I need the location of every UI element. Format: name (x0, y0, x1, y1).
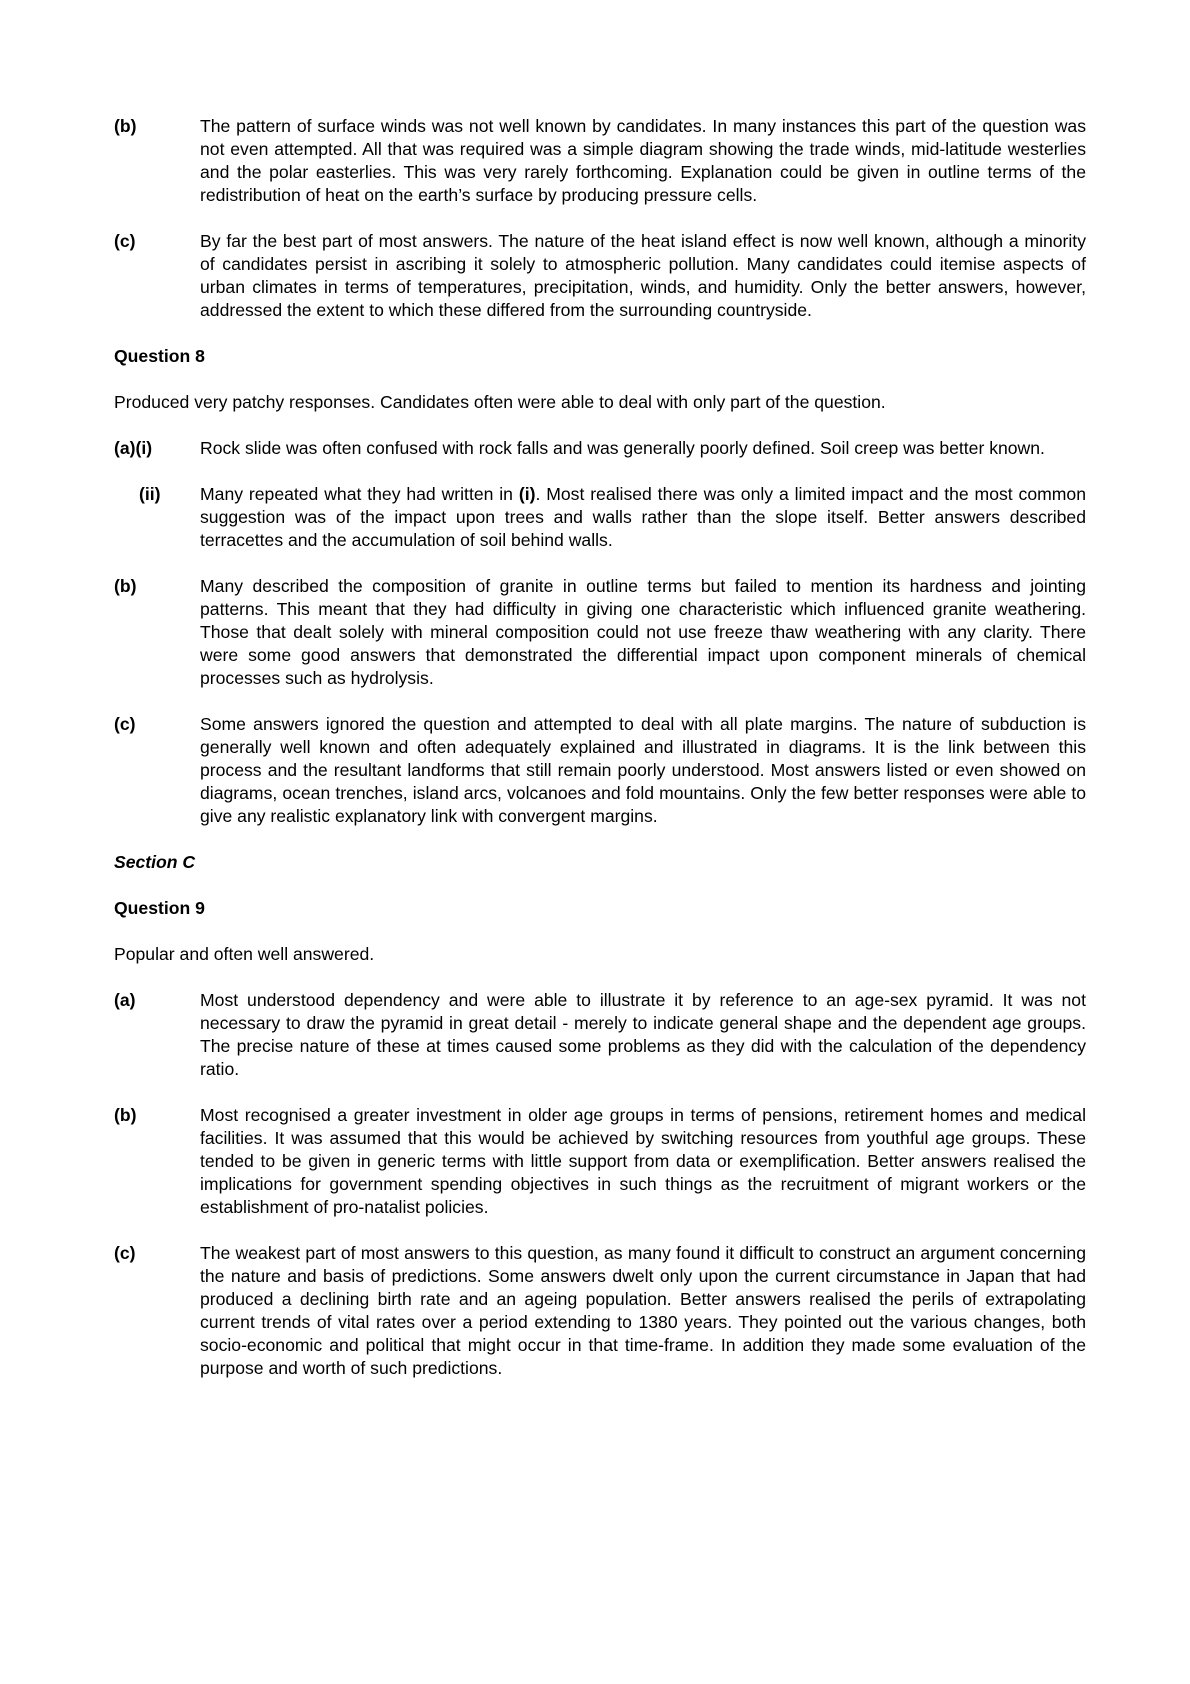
part-text: The pattern of surface winds was not well known by candidates. In many instances this part of the question was not even attempted. All that was required was a simple diagram showing the trade winds, mid-latitude westerlies and the polar easterlies. This was very rarely forthcoming. Explanation could be given in outline terms of the redistribution of heat on the earth’s surface by producing pressure cells. (200, 116, 1086, 205)
question-8-intro: Produced very patchy responses. Candidates often were able to deal with only part of the question. (114, 392, 886, 412)
part-label: (c) (114, 231, 136, 251)
part-text (200, 483, 1086, 552)
part-text: Most understood dependency and were able to illustrate it by reference to an age-sex pyramid. It was not necessary to draw the pyramid in great detail - merely to indicate general shape and the dependent age groups. The precise nature of these at times caused some problems as they did with the calculation of the dependency ratio. (200, 990, 1086, 1079)
question-9-heading: Question 9 (114, 898, 205, 918)
part-label: (b) (114, 116, 137, 136)
q7-part-b (114, 115, 1086, 207)
question-8-heading: Question 8 (114, 346, 205, 366)
part-text: Rock slide was often confused with rock falls and was generally poorly defined. Soil creep was better known. (200, 438, 1045, 458)
document-page (114, 115, 1086, 1403)
part-label: (c) (114, 714, 136, 734)
q8-part-a-i (114, 437, 1086, 460)
q8-part-a-ii (114, 483, 1086, 552)
part-label: (b) (114, 1105, 137, 1125)
q7-part-c (114, 230, 1086, 322)
part-label: (c) (114, 1243, 136, 1263)
section-c-heading: Section C (114, 852, 196, 872)
q9-part-a (114, 989, 1086, 1081)
part-text-end: . Most realised there was only a limited impact and the most common suggestion was of the impact upon trees and walls rather than the slope itself. Better answers described terracettes and the accumulation of soil behind walls. (200, 484, 1086, 550)
part-text: Many described the composition of granite in outline terms but failed to mention its hardness and jointing patterns. This meant that they had difficulty in giving one characteristic which influenced granite weathering. Those that dealt solely with mineral composition could not use freeze thaw weathering with any clarity. There were some good answers that demonstrated the differential impact upon component minerals of chemical processes such as hydrolysis. (200, 576, 1086, 688)
q8-part-c (114, 713, 1086, 828)
part-reference: (i) (518, 484, 536, 504)
part-text: By far the best part of most answers. The nature of the heat island effect is now well known, although a minority of candidates persist in ascribing it solely to atmospheric pollution. Many candidates could itemise aspects of urban climates in terms of temperatures, precipitation, winds, and humidity. Only the better answers, however, addressed the extent to which these differed from the surrounding countryside. (200, 231, 1086, 320)
part-label: (b) (114, 576, 137, 596)
q9-part-c (114, 1242, 1086, 1380)
q9-part-b (114, 1104, 1086, 1219)
part-label: (ii) (139, 484, 161, 504)
part-text: Some answers ignored the question and attempted to deal with all plate margins. The nature of subduction is generally well known and often adequately explained and illustrated in diagrams. It is the link between this process and the resultant landforms that still remain poorly understood. Most answers listed or even showed on diagrams, ocean trenches, island arcs, volcanoes and fold mountains. Only the few better responses were able to give any realistic explanatory link with convergent margins. (200, 714, 1086, 826)
q8-part-b (114, 575, 1086, 690)
part-text: Most recognised a greater investment in older age groups in terms of pensions, retirement homes and medical facilities. It was assumed that this would be achieved by switching resources from youthful age groups. These tended to be given in generic terms with little support from data or exemplification. Better answers realised the implications for government spending objectives in such things as the recruitment of migrant workers or the establishment of pro-natalist policies. (200, 1105, 1086, 1217)
part-label: (a)(i) (114, 438, 153, 458)
part-text-start: Many repeated what they had written in (200, 484, 519, 504)
part-label: (a) (114, 990, 136, 1010)
part-text: The weakest part of most answers to this question, as many found it difficult to construct an argument concerning the nature and basis of predictions. Some answers dwelt only upon the current circumstance in Japan that had produced a declining birth rate and an ageing population. Better answers realised the perils of extrapolating current trends of vital rates over a period extending to 1380 years. They pointed out the various changes, both socio-economic and political that might occur in that time-frame. In addition they made some evaluation of the purpose and worth of such predictions. (200, 1243, 1086, 1378)
question-9-intro: Popular and often well answered. (114, 944, 375, 964)
